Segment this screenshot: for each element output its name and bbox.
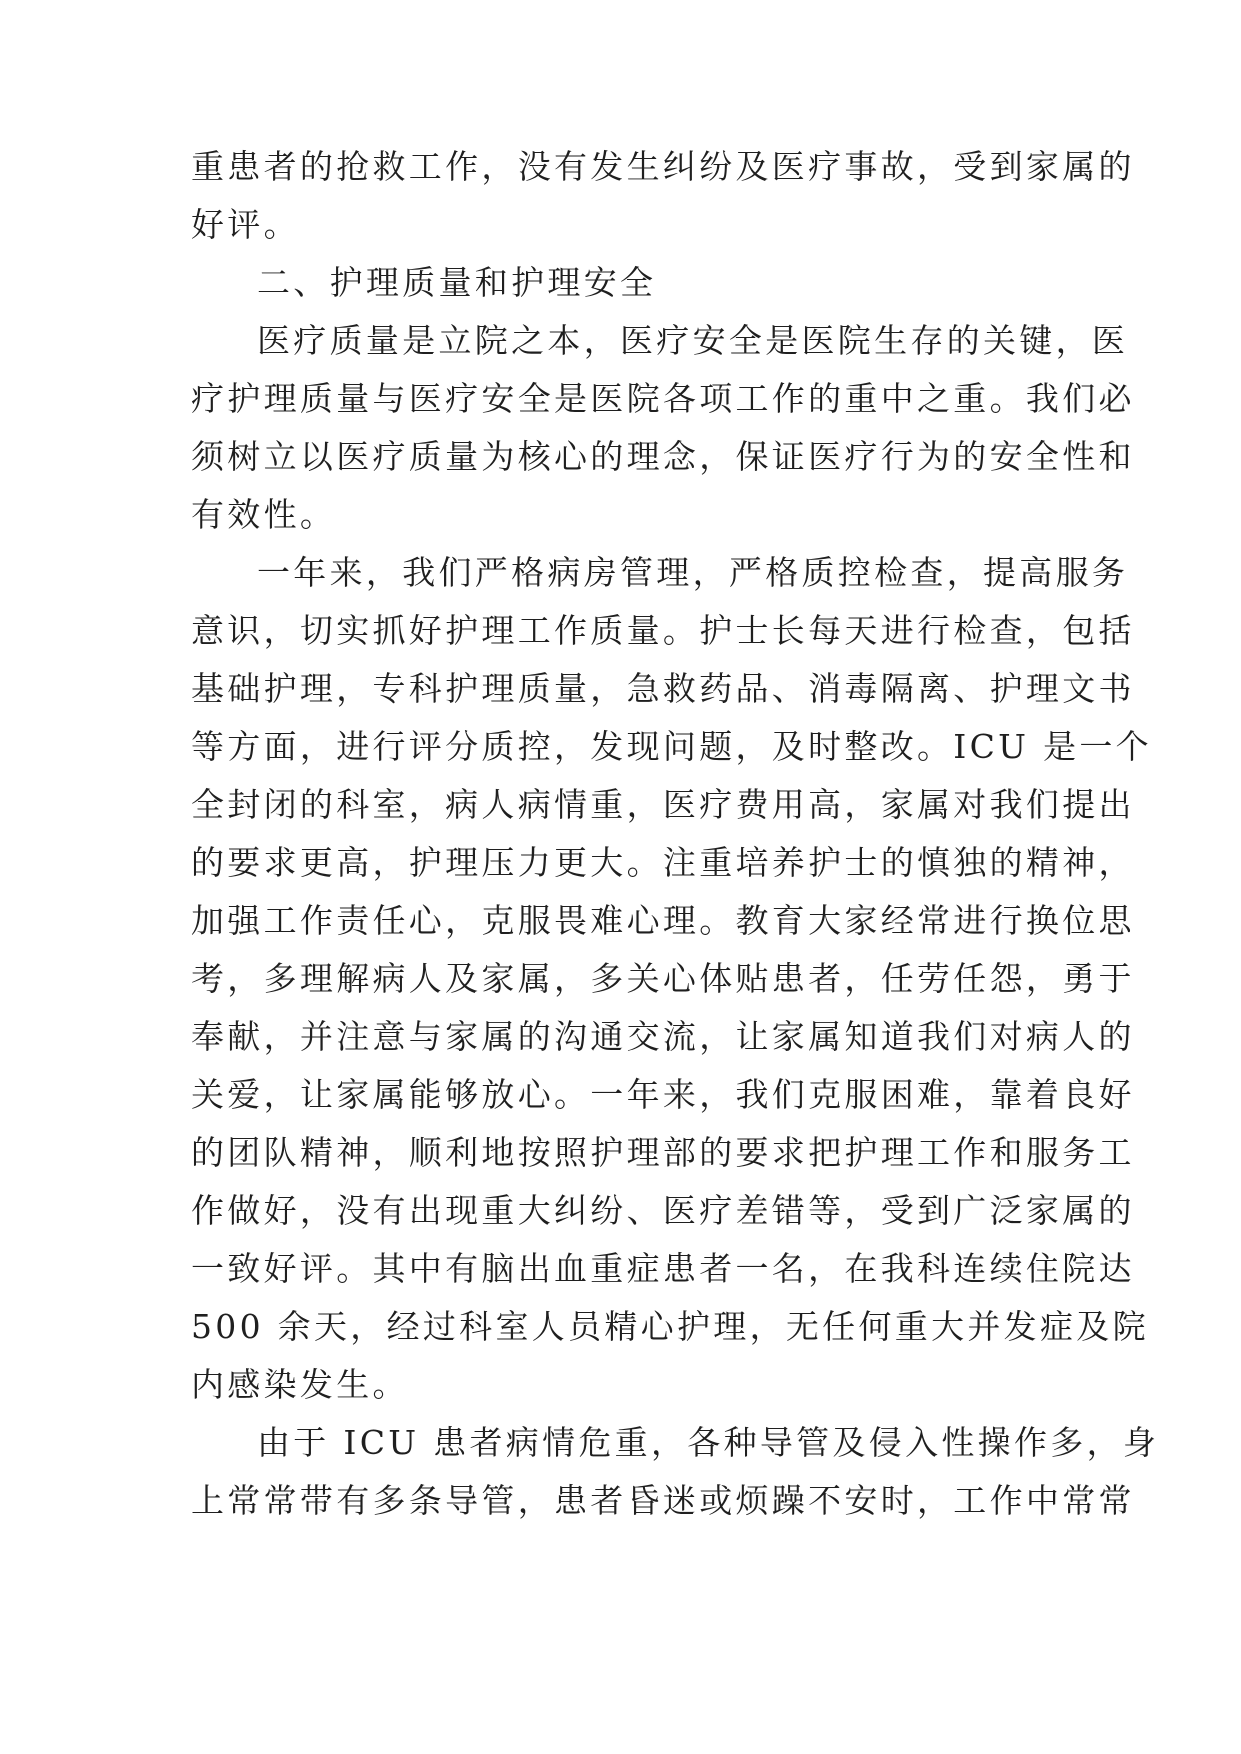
text-line: 重患者的抢救工作，没有发生纠纷及医疗事故，受到家属的 — [191, 147, 1135, 186]
text-line: 内感染发生。 — [191, 1365, 409, 1404]
text-line: 上常常带有多条导管，患者昏迷或烦躁不安时，工作中常常 — [191, 1481, 1135, 1520]
text-line: 500 余天，经过科室人员精心护理，无任何重大并发症及院 — [191, 1307, 1149, 1346]
text-line: 加强工作责任心，克服畏难心理。教育大家经常进行换位思 — [191, 901, 1135, 940]
text-line: 关爱，让家属能够放心。一年来，我们克服困难，靠着良好 — [191, 1075, 1135, 1114]
text-line: 的要求更高，护理压力更大。注重培养护士的慎独的精神， — [191, 843, 1135, 882]
text-line: 由于 ICU 患者病情危重，各种导管及侵入性操作多，身 — [257, 1423, 1160, 1462]
text-line: 考，多理解病人及家属，多关心体贴患者，任劳任怨，勇于 — [191, 959, 1135, 998]
text-line: 有效性。 — [191, 495, 337, 534]
text-line: 一致好评。其中有脑出血重症患者一名，在我科连续住院达 — [191, 1249, 1135, 1288]
text-line: 一年来，我们严格病房管理，严格质控检查，提高服务 — [257, 553, 1129, 592]
text-line: 奉献，并注意与家属的沟通交流，让家属知道我们对病人的 — [191, 1017, 1135, 1056]
text-line: 疗护理质量与医疗安全是医院各项工作的重中之重。我们必 — [191, 379, 1135, 418]
text-line: 等方面，进行评分质控，发现问题，及时整改。ICU 是一个 — [191, 727, 1152, 766]
text-line: 意识，切实抓好护理工作质量。护士长每天进行检查，包括 — [191, 611, 1135, 650]
text-line: 好评。 — [191, 205, 300, 244]
text-line: 作做好，没有出现重大纠纷、医疗差错等，受到广泛家属的 — [191, 1191, 1135, 1230]
text-line: 医疗质量是立院之本，医疗安全是医院生存的关键，医 — [257, 321, 1129, 360]
text-line: 的团队精神，顺利地按照护理部的要求把护理工作和服务工 — [191, 1133, 1135, 1172]
text-line: 基础护理，专科护理质量，急救药品、消毒隔离、护理文书 — [191, 669, 1135, 708]
section-heading: 二、护理质量和护理安全 — [257, 263, 657, 302]
text-line: 须树立以医疗质量为核心的理念，保证医疗行为的安全性和 — [191, 437, 1135, 476]
text-line: 全封闭的科室，病人病情重，医疗费用高，家属对我们提出 — [191, 785, 1135, 824]
